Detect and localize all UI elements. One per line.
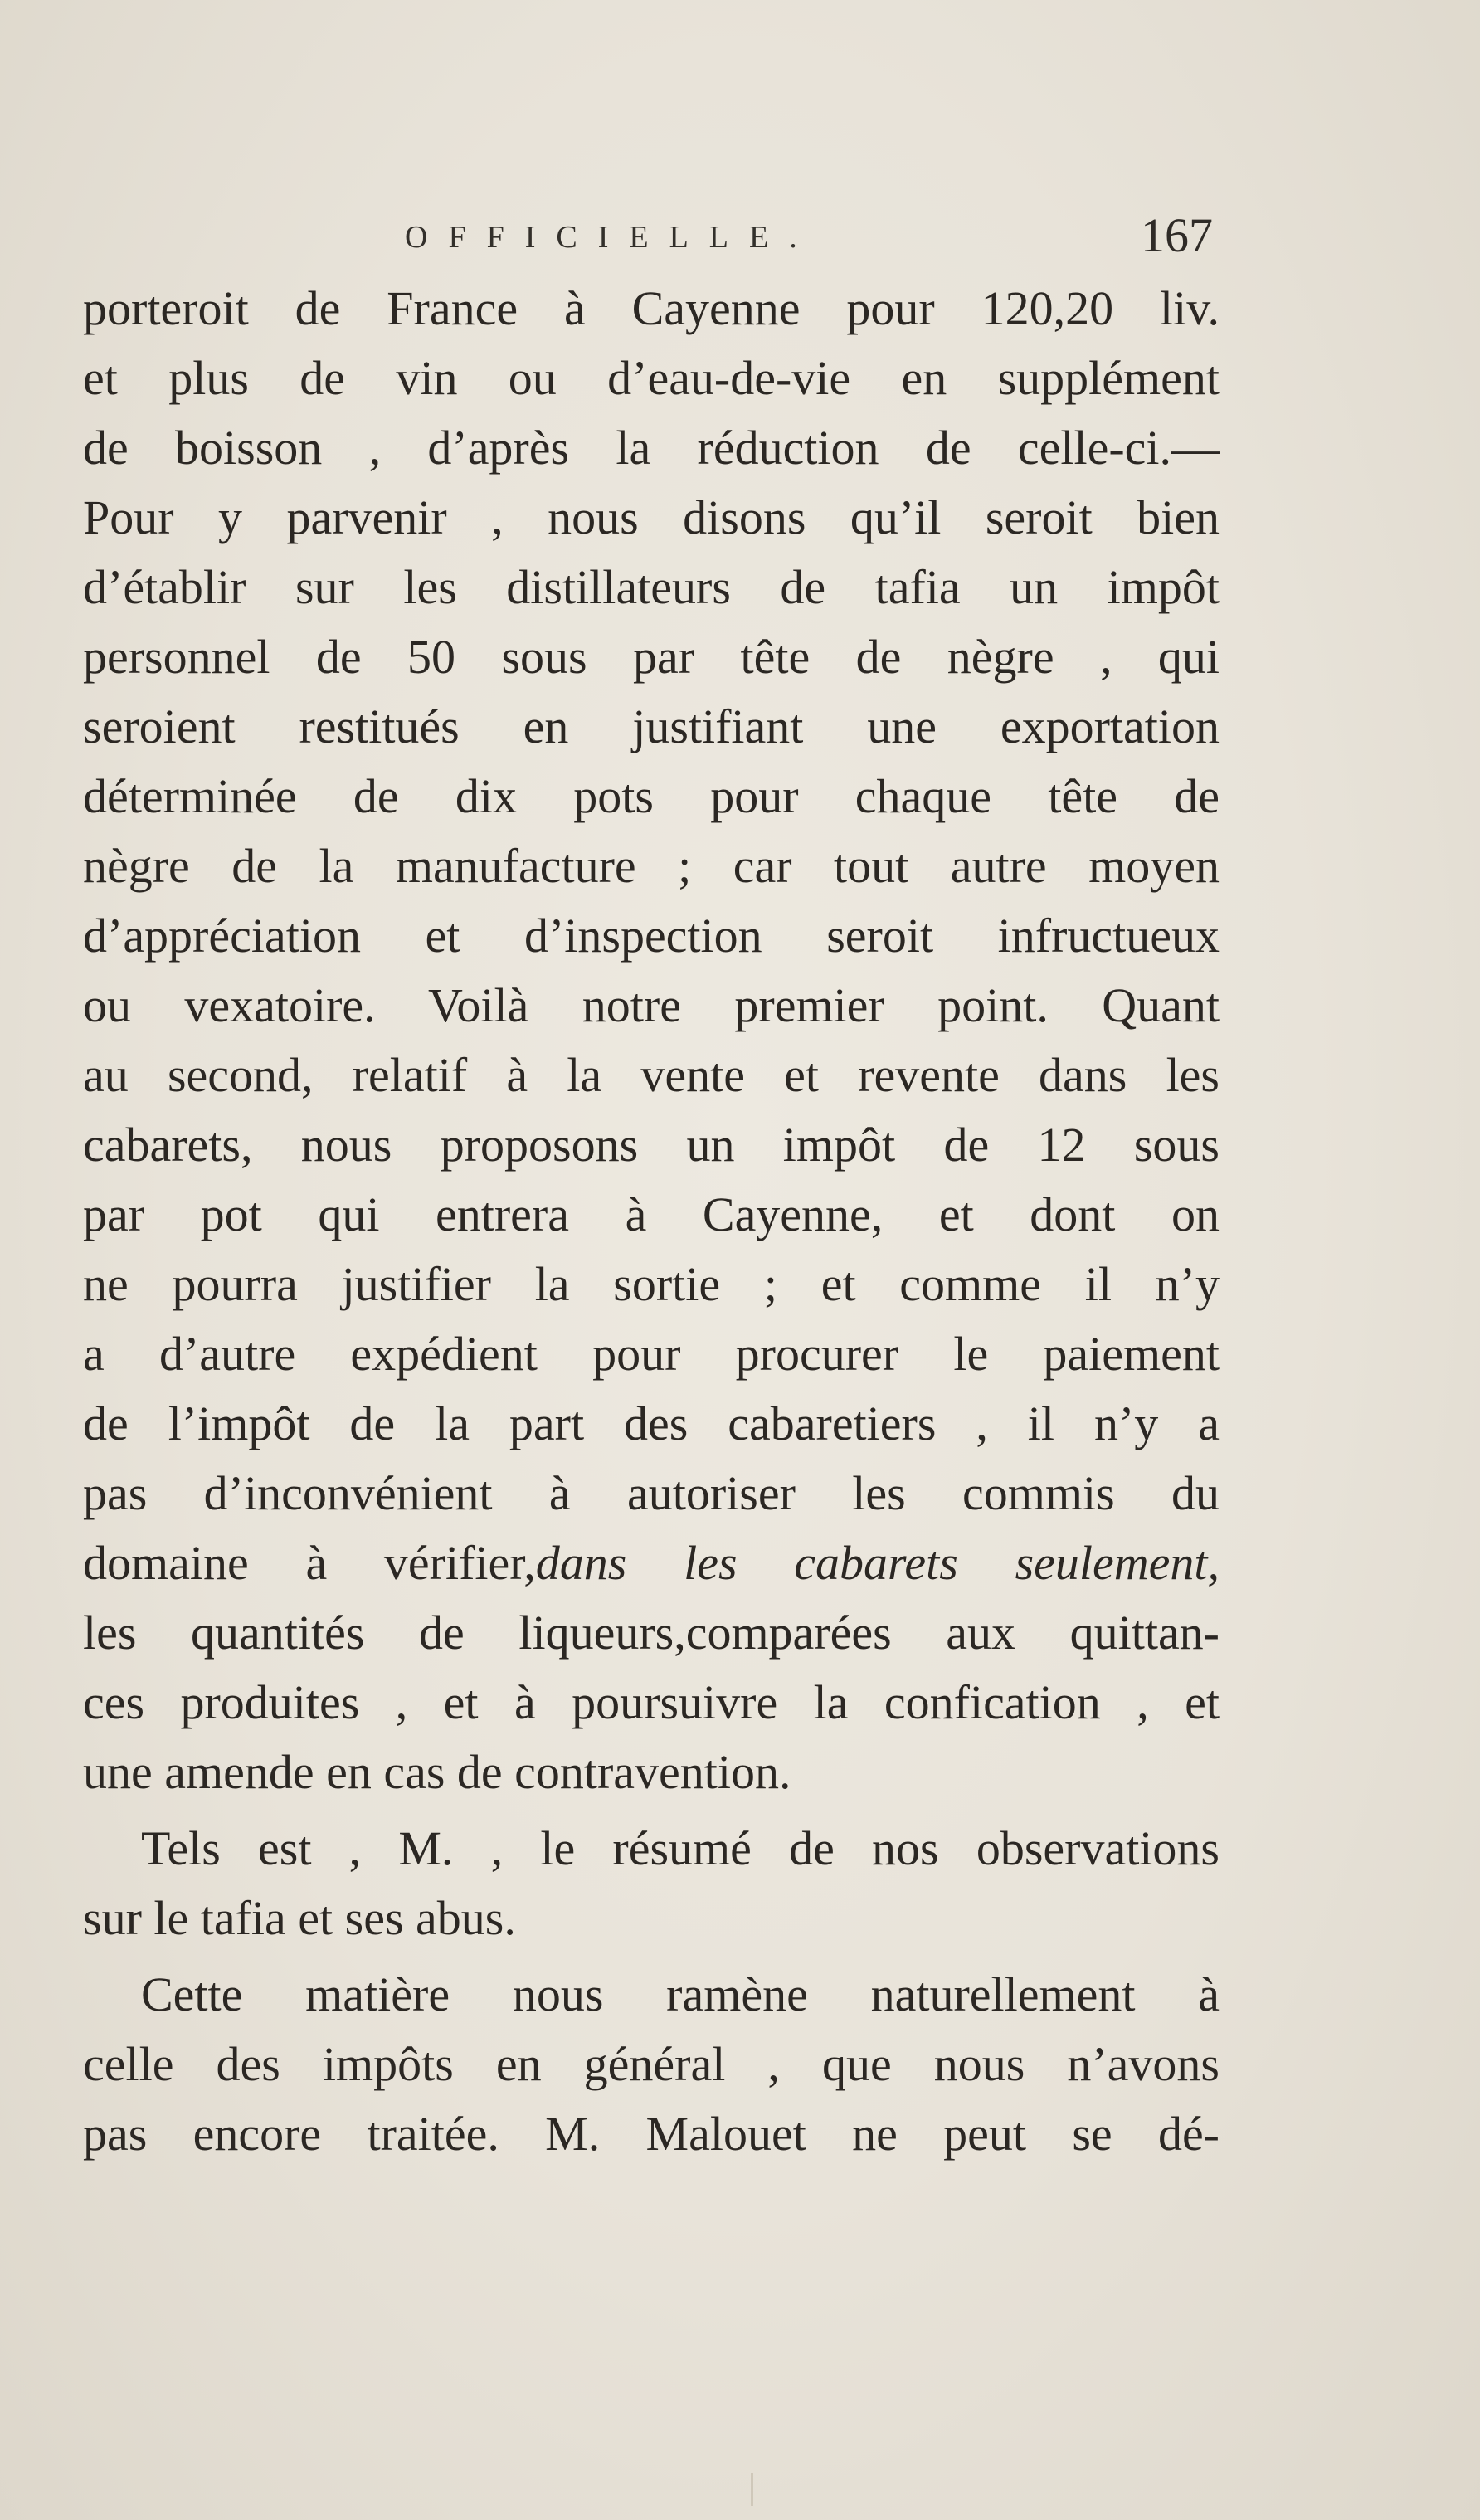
- text-line: d’appréciation et d’inspection seroit infructueux: [83, 909, 1220, 963]
- text-line: Cette matière nous ramène naturellement à: [141, 1967, 1220, 2021]
- text-line: a d’autre expédient pour procurer le paiement: [83, 1327, 1220, 1381]
- text-line: pas encore traitée. M. Malouet ne peut se dé-: [83, 2107, 1220, 2161]
- paragraph-2: [83, 1814, 1220, 1953]
- text-line: ne pourra justifier la sortie ; et comme il n’y: [83, 1257, 1220, 1311]
- text-line: porteroit de France à Cayenne pour 120,20 liv.: [83, 281, 1220, 335]
- text-line: sur le tafia et ses abus.: [83, 1891, 516, 1945]
- text-line: seroient restitués en justifiant une exportation: [83, 699, 1220, 753]
- text-line: ces produites , et à poursuivre la confication , et: [83, 1675, 1220, 1729]
- text-line: nègre de la manufacture ; car tout autre moyen: [83, 839, 1220, 893]
- text-line: Pour y parvenir , nous disons qu’il seroit bien: [83, 490, 1220, 544]
- paper-crease: [751, 2473, 753, 2506]
- text-run: domaine à vérifier,: [83, 1536, 536, 1590]
- text-line-mixed: [83, 1528, 1220, 1598]
- page-number: 167: [1141, 208, 1213, 262]
- text-line: déterminée de dix pots pour chaque tête de: [83, 769, 1220, 823]
- text-line: Tels est , M. , le résumé de nos observations: [141, 1821, 1220, 1875]
- text-line: par pot qui entrera à Cayenne, et dont on: [83, 1187, 1220, 1241]
- italic-emphasis: dans les cabarets seulement,: [535, 1536, 1220, 1590]
- body-text: [83, 274, 1220, 2169]
- text-line: de boisson , d’après la réduction de celle-ci.—: [83, 421, 1220, 475]
- running-head: [0, 207, 1480, 266]
- text-line: une amende en cas de contravention.: [83, 1745, 791, 1799]
- running-title: OFFICIELLE.: [405, 220, 818, 255]
- text-line: d’établir sur les distillateurs de tafia un impôt: [83, 560, 1220, 614]
- text-line: au second, relatif à la vente et revente dans les: [83, 1048, 1220, 1102]
- paragraph-spacer: [83, 1953, 1220, 1960]
- text-line: pas d’inconvénient à autoriser les commis du: [83, 1466, 1220, 1520]
- text-line: cabarets, nous proposons un impôt de 12 sous: [83, 1118, 1220, 1172]
- paragraph-1: [83, 274, 1220, 1807]
- text-line: les quantités de liqueurs,comparées aux quittan-: [83, 1606, 1220, 1660]
- text-line: personnel de 50 sous par tête de nègre , qui: [83, 630, 1220, 684]
- paragraph-3: [83, 1960, 1220, 2169]
- text-line: et plus de vin ou d’eau-de-vie en supplément: [83, 351, 1220, 405]
- text-line: ou vexatoire. Voilà notre premier point. Quant: [83, 978, 1220, 1032]
- text-line: de l’impôt de la part des cabaretiers , il n’y a: [83, 1396, 1220, 1450]
- paragraph-spacer: [83, 1807, 1220, 1814]
- text-line: celle des impôts en général , que nous n’avons: [83, 2037, 1220, 2091]
